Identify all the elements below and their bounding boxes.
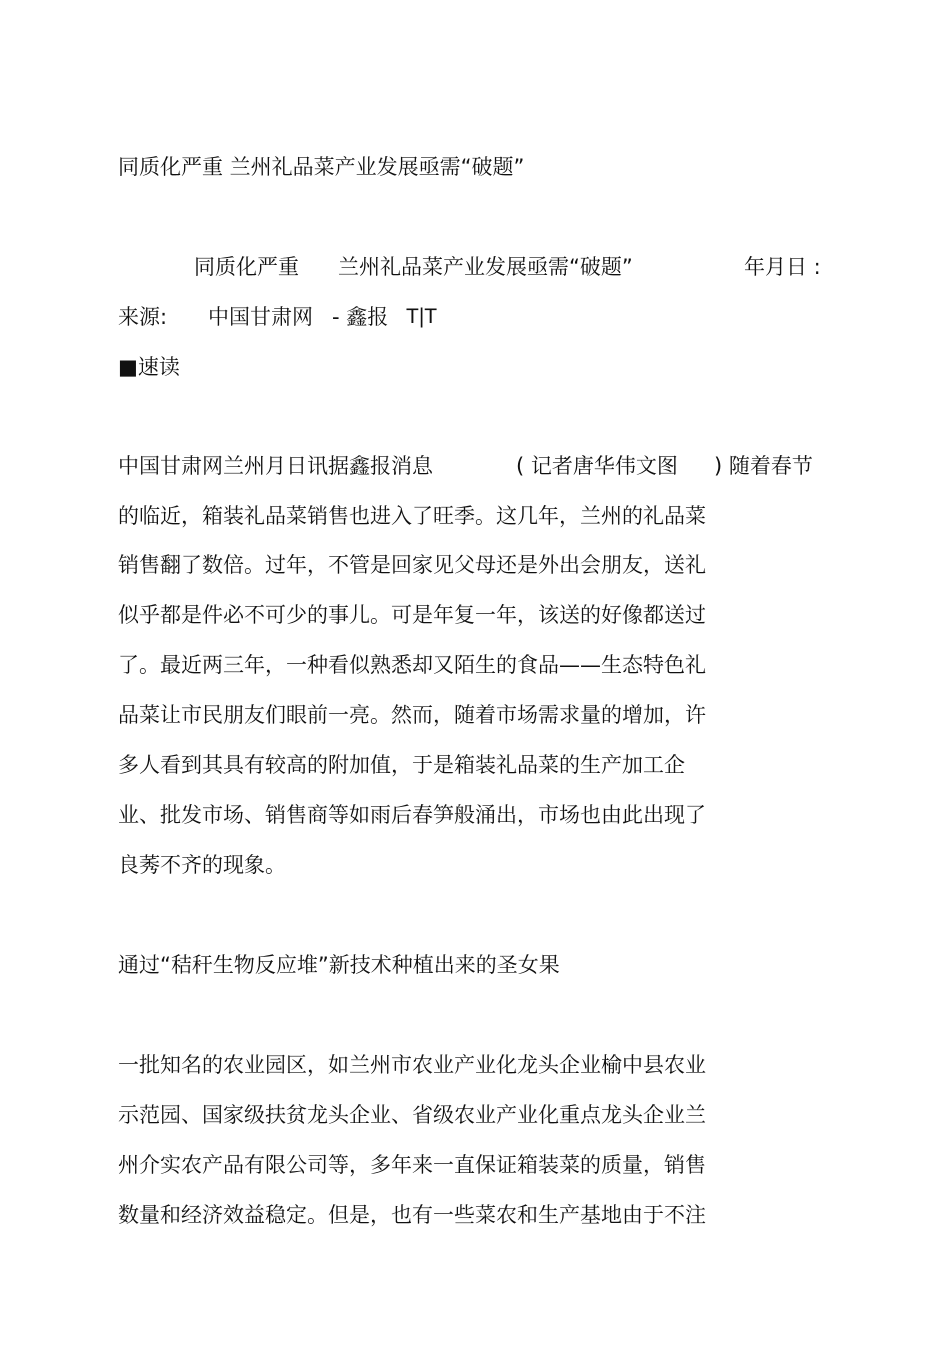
- paragraph1-line: 了。最近两三年，一种看似熟悉却又陌生的食品——生态特色礼: [118, 653, 706, 677]
- header-title-part2: 兰州礼品菜产业发展亟需“破题”: [338, 255, 633, 279]
- paragraph1-line: 多人看到其具有较高的附加值，于是箱装礼品菜的生产加工企: [118, 753, 685, 777]
- title-text: 同质化严重 兰州礼品菜产业发展亟需“破题”: [118, 155, 525, 179]
- article-header: [118, 252, 838, 282]
- paragraph1-lead: 中国甘肃网兰州月日讯据鑫报消息: [118, 454, 433, 478]
- quick-read-text: ■速读: [118, 355, 180, 379]
- source-name: 中国甘肃网: [208, 305, 313, 329]
- paragraph1-byline: ( 记者唐华伟文图: [516, 454, 678, 478]
- paragraph1-first-line: [118, 451, 838, 481]
- photo-caption: 通过“秸秆生物反应堆”新技术种植出来的圣女果: [118, 953, 560, 977]
- paragraph1-line: 业、批发市场、销售商等如雨后春笋般涌出，市场也由此出现了: [118, 803, 706, 827]
- paragraph1-line: 的临近，箱装礼品菜销售也进入了旺季。这几年，兰州的礼品菜: [118, 504, 706, 528]
- paragraph1-line: 良莠不齐的现象。: [118, 853, 286, 877]
- paragraph2-line: 一批知名的农业园区，如兰州市农业产业化龙头企业榆中县农业: [118, 1053, 706, 1077]
- paragraph1-line: 似乎都是件必不可少的事儿。可是年复一年，该送的好像都送过: [118, 603, 706, 627]
- source-line: [118, 302, 518, 332]
- paragraph1-line: 品菜让市民朋友们眼前一亮。然而，随着市场需求量的增加，许: [118, 703, 706, 727]
- source-paper: - 鑫报: [332, 305, 389, 329]
- header-date: 年月日 :: [744, 255, 821, 279]
- header-title-part1: 同质化严重: [194, 255, 299, 279]
- paragraph2-line: 示范园、国家级扶贫龙头企业、省级农业产业化重点龙头企业兰: [118, 1103, 706, 1127]
- paragraph2-line: 数量和经济效益稳定。但是，也有一些菜农和生产基地由于不注: [118, 1203, 706, 1227]
- paragraph1-line: 销售翻了数倍。过年，不管是回家见父母还是外出会朋友，送礼: [118, 553, 706, 577]
- source-label: 来源:: [118, 305, 168, 329]
- source-code: T|T: [406, 305, 438, 328]
- paragraph1-lead-end: ) 随着春节: [714, 454, 813, 478]
- paragraph2-line: 州介实农产品有限公司等，多年来一直保证箱装菜的质量，销售: [118, 1153, 706, 1177]
